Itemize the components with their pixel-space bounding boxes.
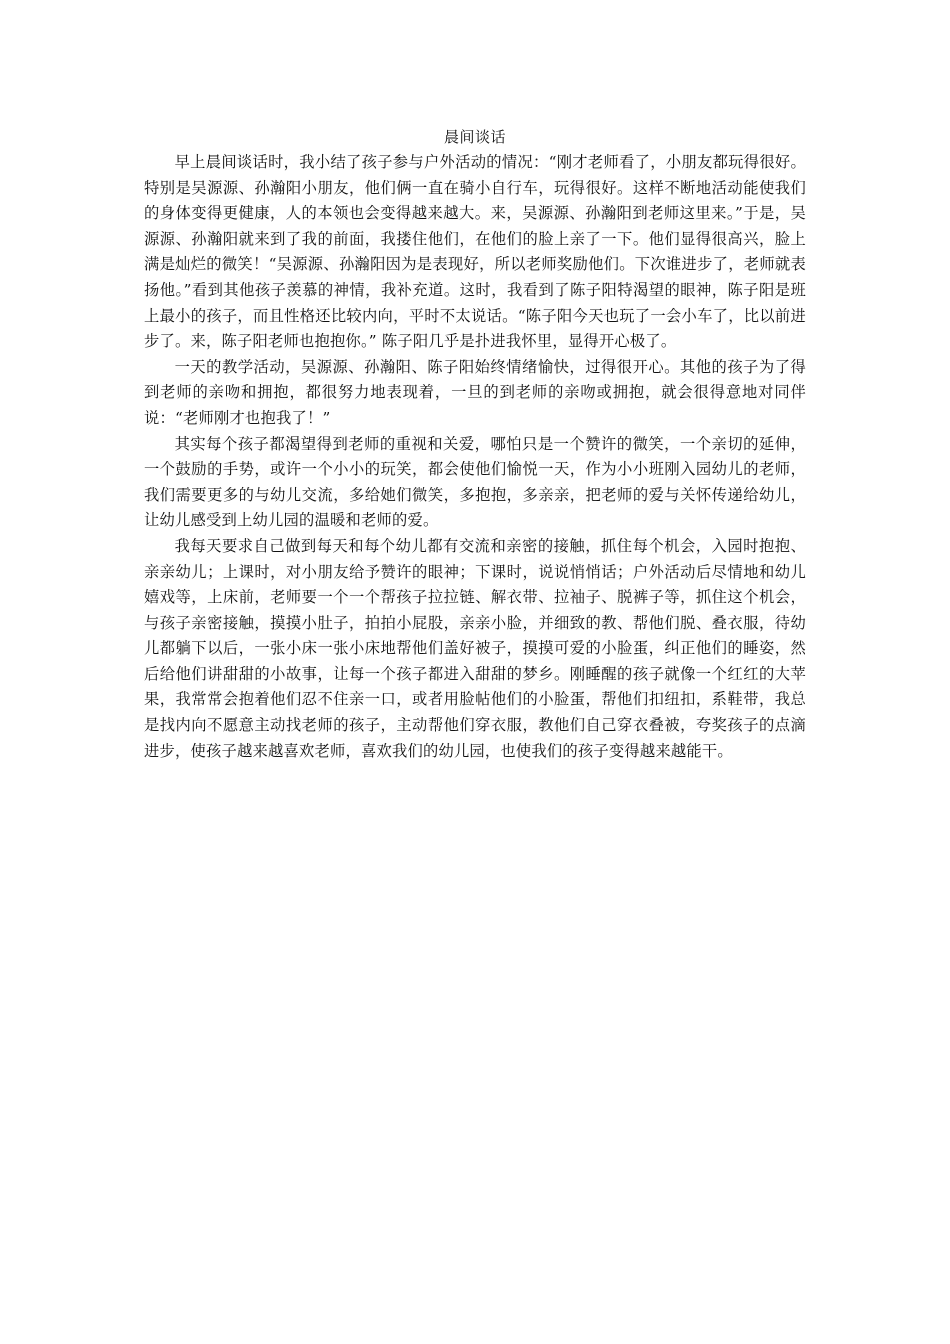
paragraph-3: 其实每个孩子都渴望得到老师的重视和关爱，哪怕只是一个赞许的微笑，一个亲切的延伸，一个鼓励的手势，或许一个小小的玩笑，都会使他们愉悦一天，作为小小班刚入园幼儿的老师，我们需要更多的与幼儿交流，多给她们微笑，多抱抱，多亲亲，把老师的爱与关怀传递给幼儿，让幼儿感受到上幼儿园的温暖和老师的爱。 (144, 434, 806, 530)
paragraph-4: 我每天要求自己做到每天和每个幼儿都有交流和亲密的接触，抓住每个机会，入园时抱抱、亲亲幼儿；上课时，对小朋友给予赞许的眼神；下课时，说说悄悄话；户外活动后尽情地和幼儿嬉戏等，上床前，老师要一个一个帮孩子拉拉链、解衣带、拉袖子、脱裤子等，抓住这个机会，与孩子亲密接触，摸摸小肚子，拍拍小屁股，亲亲小脸，并细致的教、帮他们脱、叠衣服，待幼儿都躺下以后，一张小床一张小床地帮他们盖好被子，摸摸可爱的小脸蛋，纠正他们的睡姿，然后给他们讲甜甜的小故事，让每一个孩子都进入甜甜的梦乡。刚睡醒的孩子就像一个红红的大苹果，我常常会抱着他们忍不住亲一口，或者用脸帖他们的小脸蛋，帮他们扣纽扣，系鞋带，我总是找内向不愿意主动找老师的孩子，主动帮他们穿衣服，教他们自己穿衣叠被，夸奖孩子的点滴进步，使孩子越来越喜欢老师，喜欢我们的幼儿园，也使我们的孩子变得越来越能干。 (144, 536, 806, 760)
paragraph-1: 早上晨间谈话时，我小结了孩子参与户外活动的情况：“刚才老师看了，小朋友都玩得很好。特别是吴源源、孙瀚阳小朋友，他们俩一直在骑小自行车，玩得很好。这样不断地活动能使我们的身体变得更健康，人的本领也会变得越来越大。来，吴源源、孙瀚阳到老师这里来。”于是，吴源源、孙瀚阳就来到了我的前面，我搂住他们，在他们的脸上亲了一下。他们显得很高兴，脸上满是灿烂的微笑！“吴源源、孙瀚阳因为是表现好，所以老师奖励他们。下次谁进步了，老师就表扬他。”看到其他孩子羡慕的神情，我补充道。这时，我看到了陈子阳特渴望的眼神，陈子阳是班上最小的孩子，而且性格还比较内向，平时不太说话。“陈子阳今天也玩了一会小车了，比以前进步了。来，陈子阳老师也抱抱你。” 陈子阳几乎是扑进我怀里，显得开心极了。 (144, 153, 806, 351)
paragraph-2: 一天的教学活动，吴源源、孙瀚阳、陈子阳始终情绪愉快，过得很开心。其他的孩子为了得到老师的亲吻和拥抱，都很努力地表现着，一旦的到老师的亲吻或拥抱，就会很得意地对同伴说：“老师刚才也抱我了！” (144, 357, 806, 427)
document-page (144, 125, 806, 764)
document-title: 晨间谈话 (443, 128, 506, 146)
